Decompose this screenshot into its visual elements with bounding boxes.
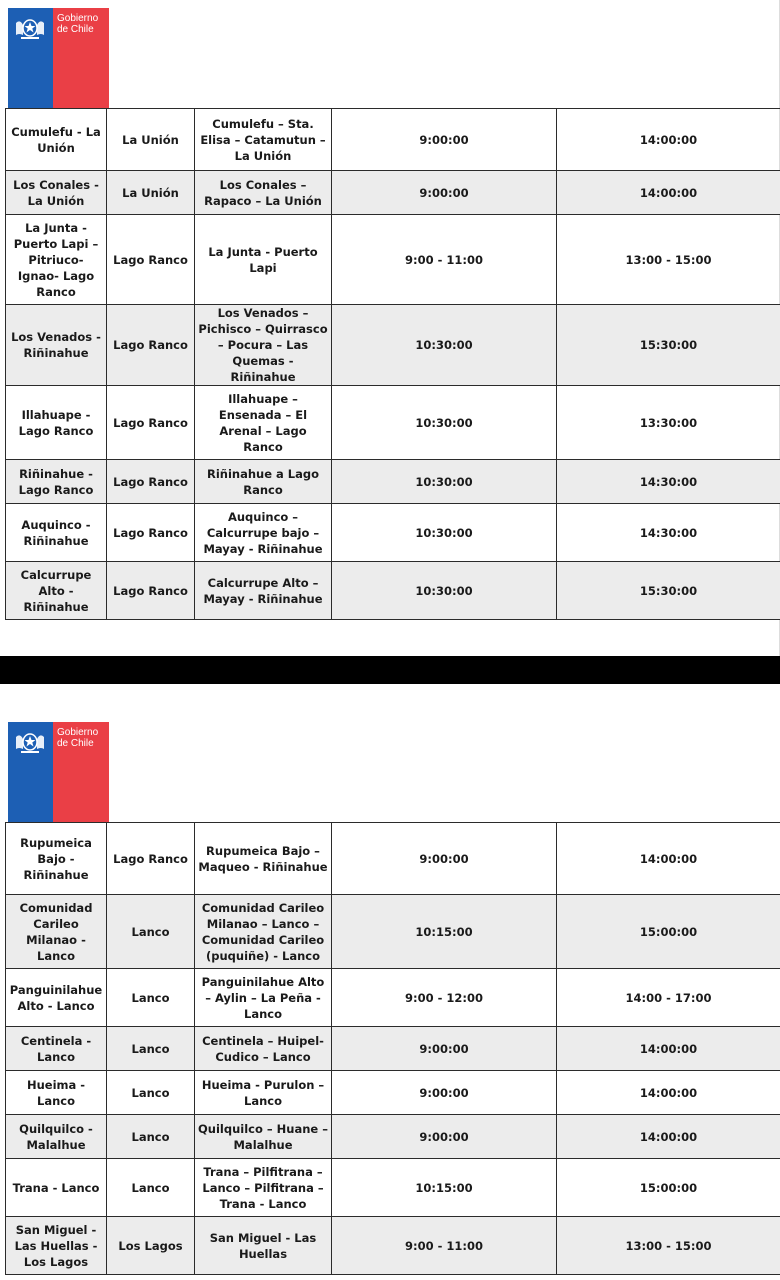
ruta-cell: Comunidad Carileo Milanao – Lanco – Comunidad Carileo (puquiñe) - Lanco [195,895,332,969]
regreso-cell: 13:00 - 15:00 [557,215,780,305]
salida-cell: 9:00:00 [332,1115,557,1159]
regreso-cell: 14:00:00 [557,1115,780,1159]
table-row [6,1115,780,1159]
comuna-cell: Lanco [107,1115,195,1159]
table-row [6,504,780,562]
ruta-cell: Trana – Pilfitrana – Lanco – Pilfitrana – Trana - Lanco [195,1159,332,1217]
salida-cell: 10:30:00 [332,562,557,620]
table-row [6,969,780,1027]
logo-blue-panel [8,8,53,108]
table-row [6,109,780,171]
comuna-cell: La Unión [107,109,195,171]
ruta-cell: Calcurrupe Alto – Mayay - Riñinahue [195,562,332,620]
coat-of-arms-icon [12,727,48,755]
sector-cell: Trana - Lanco [6,1159,107,1217]
sector-cell: Centinela - Lanco [6,1027,107,1071]
comuna-cell: Lago Ranco [107,562,195,620]
salida-cell: 9:00:00 [332,1027,557,1071]
salida-cell: 9:00:00 [332,1071,557,1115]
salida-cell: 10:30:00 [332,305,557,386]
schedule-table-top [5,108,780,620]
salida-cell: 9:00 - 11:00 [332,1217,557,1275]
salida-cell: 10:30:00 [332,386,557,460]
ruta-cell: Cumulefu – Sta. Elisa – Catamutun – La Unión [195,109,332,171]
regreso-cell: 13:30:00 [557,386,780,460]
salida-cell: 10:15:00 [332,895,557,969]
regreso-cell: 14:00:00 [557,823,780,895]
ruta-cell: Quilquilco – Huane –Malalhue [195,1115,332,1159]
gobierno-de-chile-logo [8,722,109,822]
ruta-cell: Panguinilahue Alto – Aylin – La Peña - Lanco [195,969,332,1027]
sector-cell: Calcurrupe Alto - Riñinahue [6,562,107,620]
ruta-cell: Hueima - Purulon – Lanco [195,1071,332,1115]
regreso-cell: 14:00:00 [557,1071,780,1115]
regreso-cell: 14:00:00 [557,109,780,171]
ruta-cell: San Miguel - Las Huellas [195,1217,332,1275]
salida-cell: 9:00:00 [332,109,557,171]
logo-text-line1: Gobierno [57,13,99,24]
table-row [6,215,780,305]
ruta-cell: Rupumeica Bajo – Maqueo - Riñinahue [195,823,332,895]
table-row [6,823,780,895]
regreso-cell: 15:00:00 [557,895,780,969]
salida-cell: 9:00 - 11:00 [332,215,557,305]
table-row [6,386,780,460]
comuna-cell: Lago Ranco [107,460,195,504]
comuna-cell: Lanco [107,1027,195,1071]
table-row [6,1027,780,1071]
sector-cell: Los Venados - Riñinahue [6,305,107,386]
salida-cell: 10:30:00 [332,504,557,562]
document-page-bottom [0,684,780,1280]
sector-cell: Hueima - Lanco [6,1071,107,1115]
sector-cell: Auquinco - Riñinahue [6,504,107,562]
comuna-cell: Los Lagos [107,1217,195,1275]
table-row [6,460,780,504]
logo-red-panel [53,8,109,108]
sector-cell: Quilquilco - Malalhue [6,1115,107,1159]
regreso-cell: 15:30:00 [557,305,780,386]
regreso-cell: 14:00:00 [557,1027,780,1071]
sector-cell: Panguinilahue Alto - Lanco [6,969,107,1027]
salida-cell: 9:00:00 [332,171,557,215]
sector-cell: San Miguel - Las Huellas - Los Lagos [6,1217,107,1275]
regreso-cell: 15:30:00 [557,562,780,620]
salida-cell: 9:00 - 12:00 [332,969,557,1027]
comuna-cell: Lago Ranco [107,823,195,895]
table-row [6,171,780,215]
table-row [6,305,780,386]
salida-cell: 10:30:00 [332,460,557,504]
regreso-cell: 14:00 - 17:00 [557,969,780,1027]
sector-cell: Cumulefu - La Unión [6,109,107,171]
sector-cell: Los Conales - La Unión [6,171,107,215]
sector-cell: Riñinahue - Lago Ranco [6,460,107,504]
table-row [6,1071,780,1115]
comuna-cell: Lago Ranco [107,504,195,562]
sector-cell: Comunidad Carileo Milanao - Lanco [6,895,107,969]
salida-cell: 10:15:00 [332,1159,557,1217]
page-separator [0,656,780,684]
comuna-cell: La Unión [107,171,195,215]
comuna-cell: Lago Ranco [107,386,195,460]
regreso-cell: 13:00 - 15:00 [557,1217,780,1275]
logo-text-line1: Gobierno [57,727,99,738]
table-row [6,1217,780,1275]
table-row [6,562,780,620]
comuna-cell: Lanco [107,1071,195,1115]
sector-cell: Rupumeica Bajo - Riñinahue [6,823,107,895]
schedule-table-bottom [5,822,780,1275]
regreso-cell: 14:00:00 [557,171,780,215]
table-row [6,895,780,969]
salida-cell: 9:00:00 [332,823,557,895]
comuna-cell: Lago Ranco [107,215,195,305]
ruta-cell: Centinela – Huipel- Cudico – Lanco [195,1027,332,1071]
logo-red-panel [53,722,109,822]
logo-text-line2: de Chile [57,24,94,35]
ruta-cell: Illahuape – Ensenada – El Arenal – Lago Ranco [195,386,332,460]
coat-of-arms-icon [12,13,48,41]
regreso-cell: 15:00:00 [557,1159,780,1217]
sector-cell: Illahuape - Lago Ranco [6,386,107,460]
ruta-cell: Los Conales – Rapaco – La Unión [195,171,332,215]
regreso-cell: 14:30:00 [557,460,780,504]
ruta-cell: Los Venados – Pichisco – Quirrasco – Pocura – Las Quemas - Riñinahue [195,305,332,386]
comuna-cell: Lanco [107,1159,195,1217]
logo-text-line2: de Chile [57,738,94,749]
regreso-cell: 14:30:00 [557,504,780,562]
ruta-cell: Auquinco – Calcurrupe bajo – Mayay - Riñinahue [195,504,332,562]
sector-cell: La Junta - Puerto Lapi – Pitriuco- Ignao- Lago Ranco [6,215,107,305]
ruta-cell: La Junta - Puerto Lapi [195,215,332,305]
table-row [6,1159,780,1217]
logo-blue-panel [8,722,53,822]
comuna-cell: Lago Ranco [107,305,195,386]
comuna-cell: Lanco [107,969,195,1027]
ruta-cell: Riñinahue a Lago Ranco [195,460,332,504]
comuna-cell: Lanco [107,895,195,969]
gobierno-de-chile-logo [8,8,109,108]
